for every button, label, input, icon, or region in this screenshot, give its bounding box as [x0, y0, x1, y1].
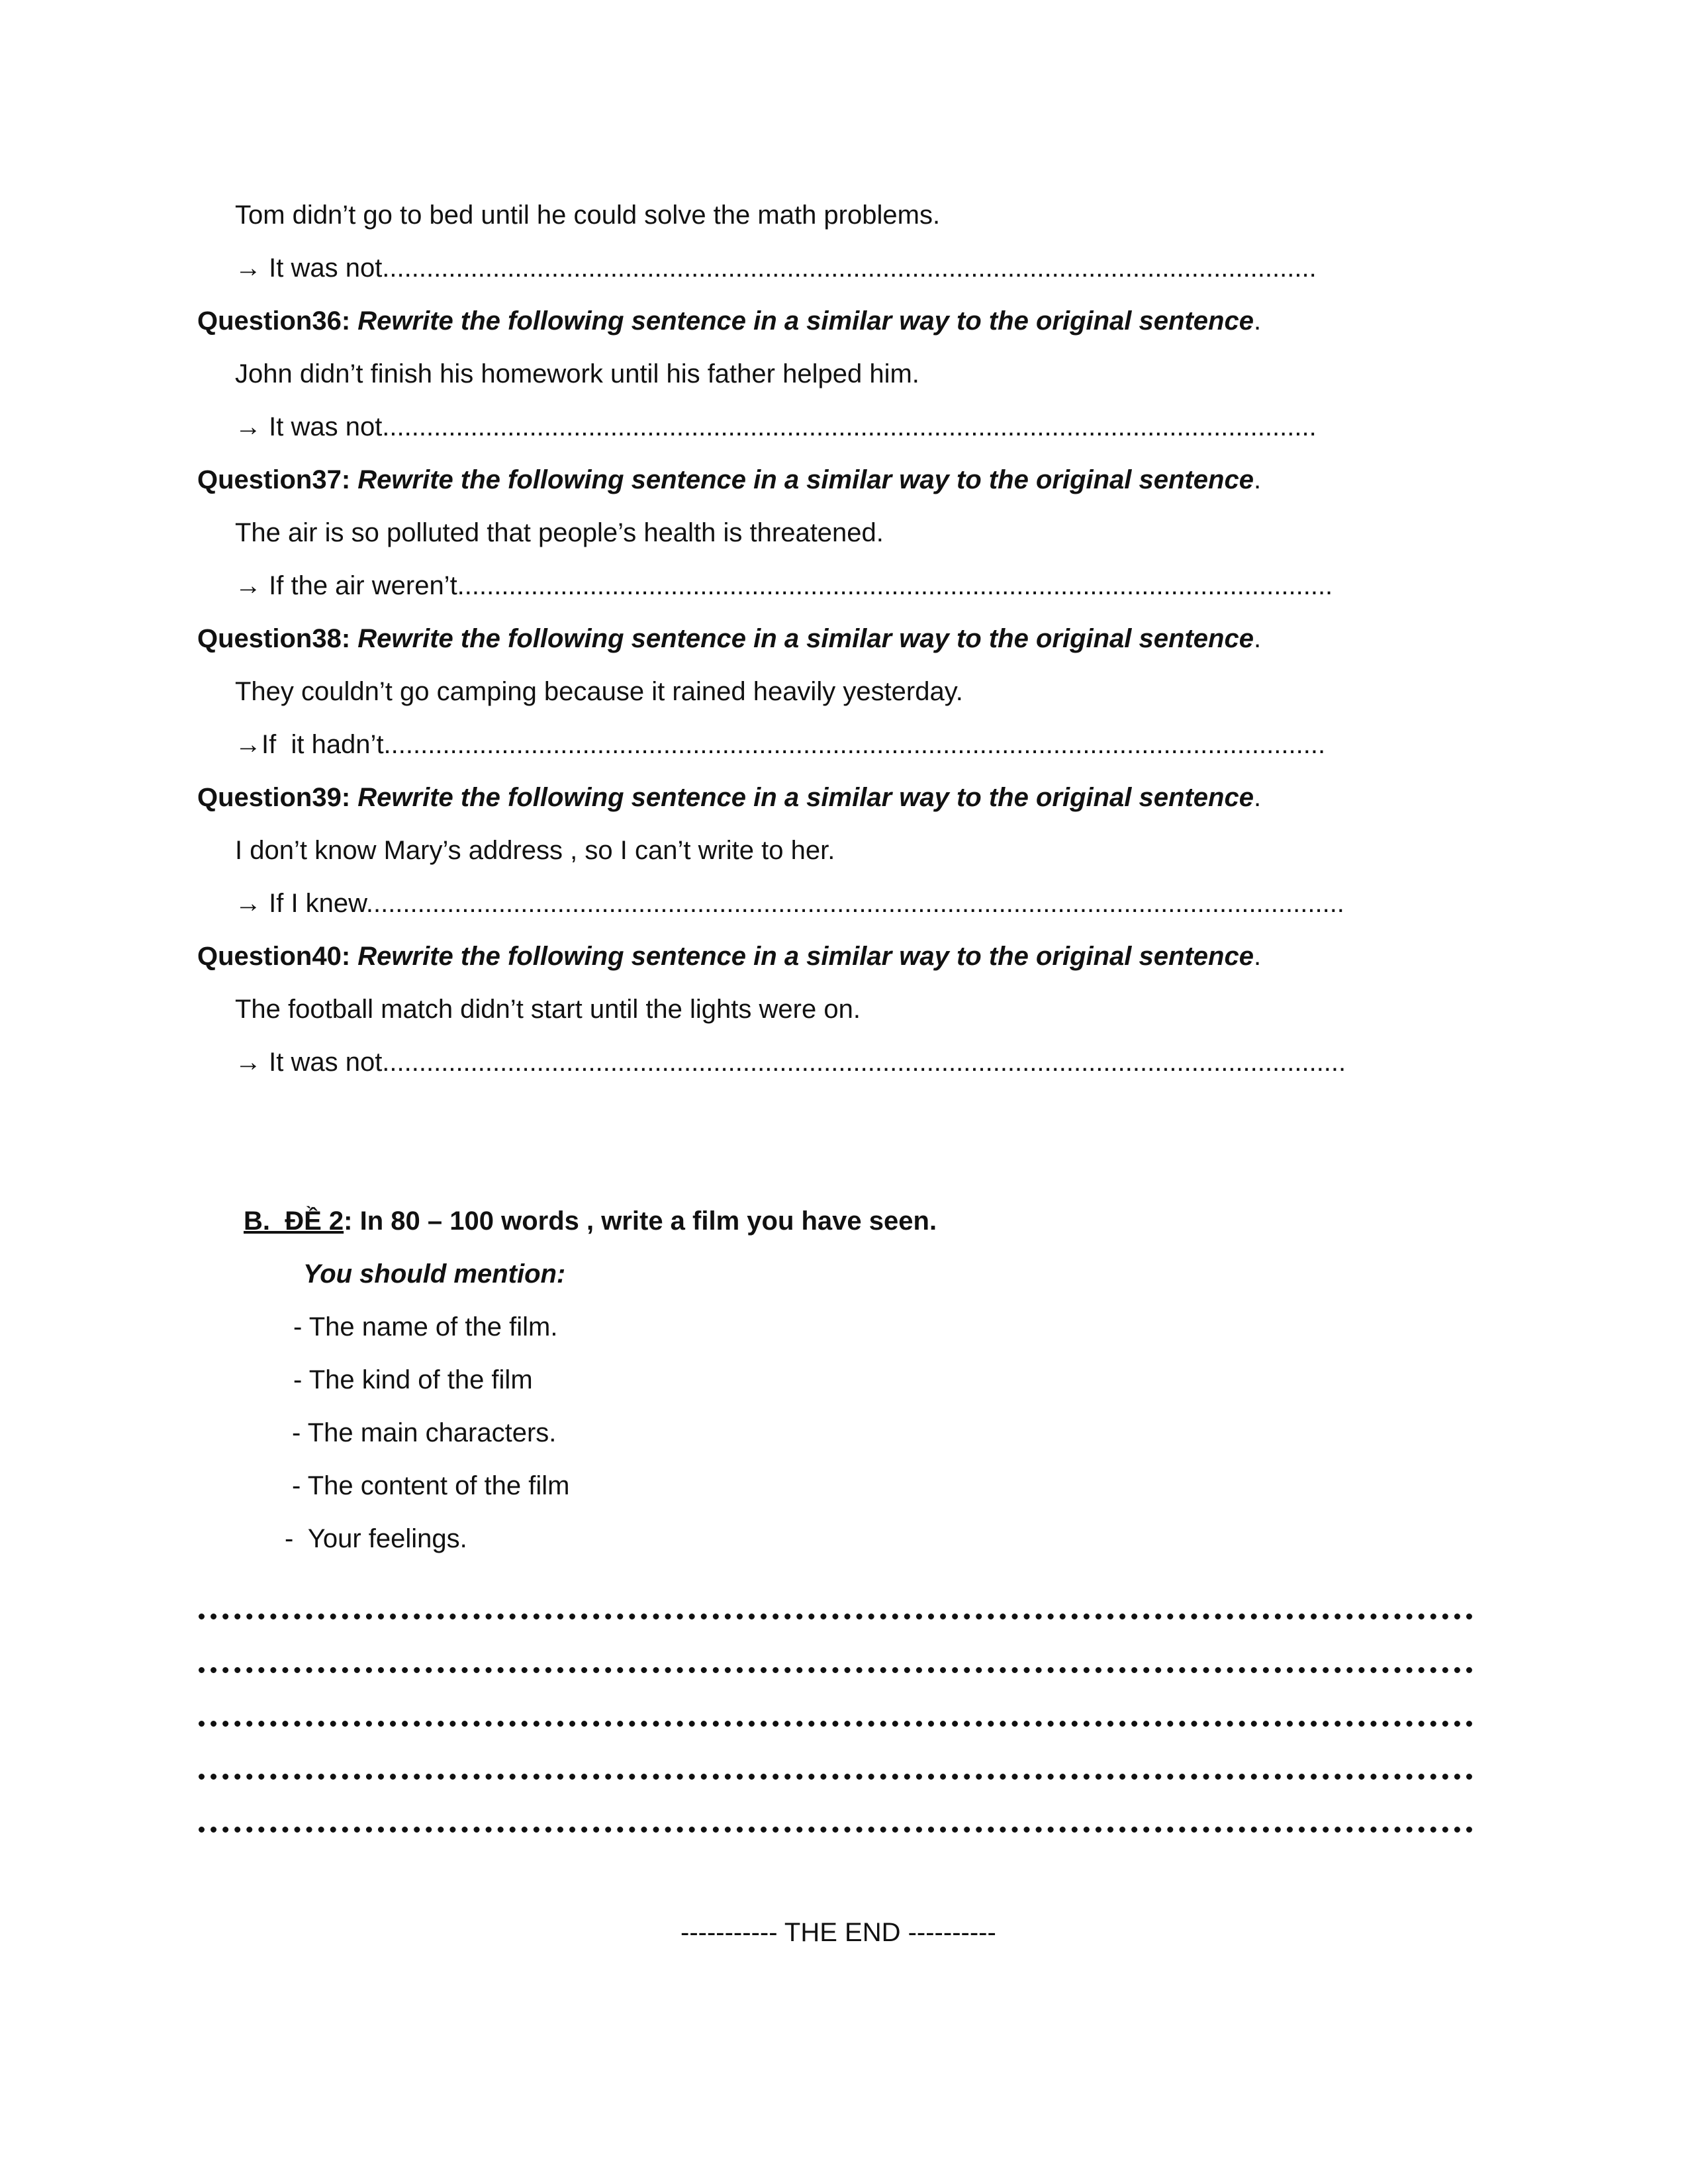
q39-heading	[197, 781, 1261, 814]
mention-item-kind: - The kind of the film	[293, 1365, 533, 1394]
question-label: Question38:	[197, 624, 351, 653]
the-end-footer: ----------- THE END ----------	[680, 1918, 996, 1947]
writing-answer-line[interactable]	[199, 1587, 1473, 1619]
writing-answer-line[interactable]	[199, 1800, 1473, 1833]
q37-answer-line[interactable]: → If the air weren’t.......................................................................................................................	[235, 571, 1333, 600]
period: .	[1253, 624, 1262, 653]
question-instruction: Rewrite the following sentence in a similar way to the original sentence	[357, 465, 1254, 494]
question-instruction: Rewrite the following sentence in a similar way to the original sentence	[357, 942, 1254, 971]
writing-heading	[244, 1205, 937, 1238]
mention-item-characters: - The main characters.	[292, 1418, 557, 1447]
q39-original: I don’t know Mary’s address , so I can’t write to her.	[235, 836, 835, 865]
period: .	[1253, 942, 1262, 971]
q36-heading	[197, 304, 1261, 338]
period: .	[1253, 306, 1262, 336]
question-label: Question36:	[197, 306, 351, 336]
q40-heading	[197, 940, 1261, 973]
period: .	[1253, 783, 1262, 812]
q35-answer-line[interactable]: → It was not...............................................................................................................................	[235, 253, 1317, 283]
q38-heading	[197, 622, 1261, 655]
q37-original: The air is so polluted that people’s health is threatened.	[235, 518, 884, 547]
writing-answer-line[interactable]	[199, 1747, 1473, 1780]
q36-answer-line[interactable]: → It was not...............................................................................................................................	[235, 412, 1317, 441]
section-label: B. ĐỀ 2	[244, 1206, 344, 1236]
writing-prompt: In 80 – 100 words , write a film you have seen.	[352, 1206, 937, 1236]
writing-answer-line[interactable]	[199, 1641, 1473, 1673]
q40-answer-line[interactable]: → It was not...................................................................................................................................	[235, 1048, 1346, 1077]
question-instruction: Rewrite the following sentence in a similar way to the original sentence	[357, 624, 1254, 653]
question-label: Question40:	[197, 942, 351, 971]
q38-answer-line[interactable]: →If it hadn’t................................................................................................................................	[235, 730, 1326, 759]
mention-item-content: - The content of the film	[292, 1471, 570, 1500]
mention-item-name: - The name of the film.	[293, 1312, 558, 1342]
q36-original: John didn’t finish his homework until his father helped him.	[235, 359, 919, 388]
question-label: Question39:	[197, 783, 351, 812]
question-instruction: Rewrite the following sentence in a similar way to the original sentence	[357, 306, 1254, 336]
section-colon: :	[344, 1206, 353, 1236]
question-label: Question37:	[197, 465, 351, 494]
mention-item-feelings: - Your feelings.	[285, 1524, 467, 1553]
q38-original: They couldn’t go camping because it rained heavily yesterday.	[235, 677, 963, 706]
mention-heading: You should mention:	[303, 1259, 566, 1289]
q39-answer-line[interactable]: → If I knew.....................................................................................................................................	[235, 889, 1344, 918]
period: .	[1253, 465, 1262, 494]
writing-answer-line[interactable]	[199, 1694, 1473, 1727]
q37-heading	[197, 463, 1261, 496]
question-instruction: Rewrite the following sentence in a similar way to the original sentence	[357, 783, 1254, 812]
q40-original: The football match didn’t start until the lights were on.	[235, 995, 861, 1024]
q35-original: Tom didn’t go to bed until he could solve the math problems.	[235, 201, 941, 230]
